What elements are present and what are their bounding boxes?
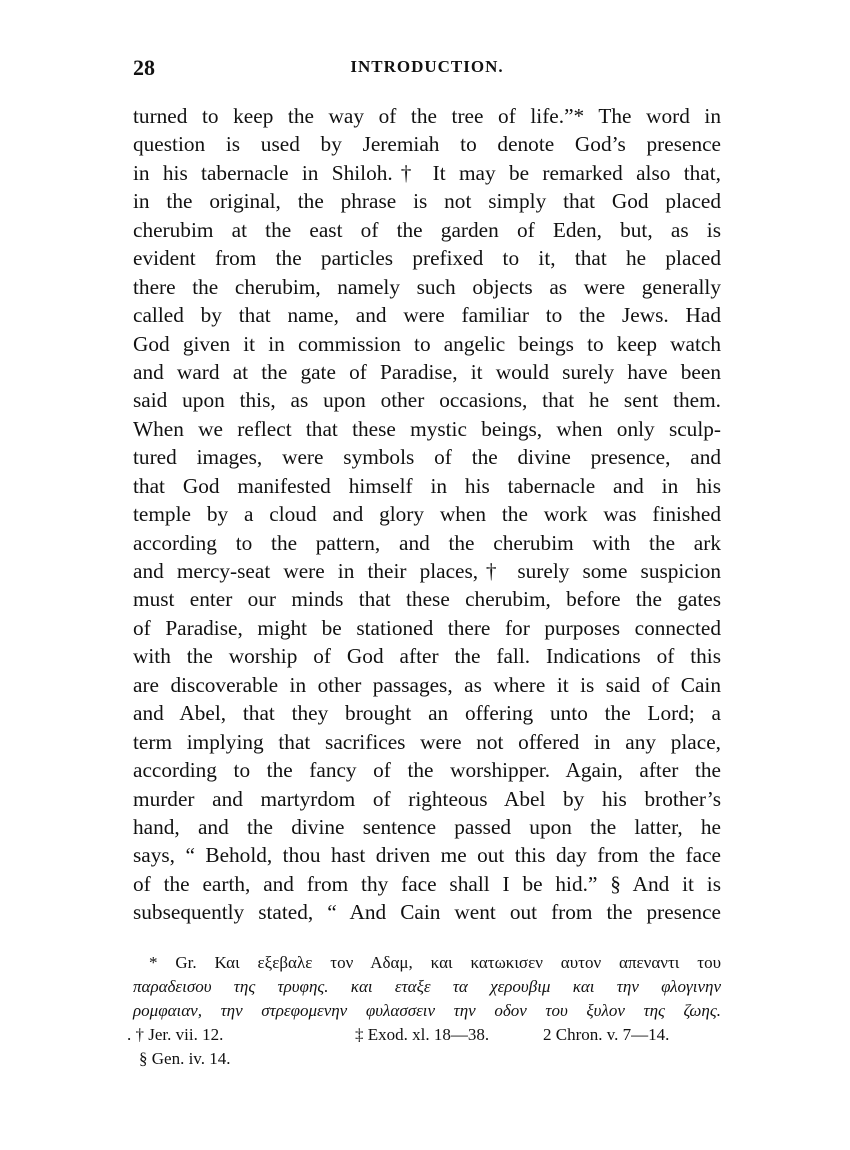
- text-line: temple by a cloud and glory when the work was finished: [133, 502, 721, 527]
- text-line: and ward at the gate of Paradise, it would surely have been: [133, 359, 721, 384]
- text-line: said upon this, as upon other occasions, that he sent them.: [133, 388, 721, 413]
- footnote-greek-line: παραδεισου της τρυφης. και εταξε τα χερουβιμ και την φλογινην: [133, 977, 721, 996]
- footnote-jer: . † Jer. vii. 12.: [127, 1025, 224, 1044]
- page-header: [133, 55, 721, 85]
- text-line: turned to keep the way of the tree of life.”* The word in: [133, 104, 721, 128]
- footnote-exod: ‡ Exod. xl. 18—38.: [355, 1025, 490, 1044]
- text-line: must enter our minds that these cherubim, before the gates: [133, 587, 721, 612]
- text-line: with the worship of God after the fall. Indications of this: [133, 644, 721, 669]
- text-line: cherubim at the east of the garden of Eden, but, as is: [133, 217, 721, 242]
- footnote-references-2: [133, 1047, 721, 1071]
- text-line: tured images, were symbols of the divine presence, and: [133, 445, 721, 470]
- text-line: of the earth, and from thy face shall I be hid.” § And it is: [133, 871, 721, 896]
- running-head: INTRODUCTION.: [350, 57, 504, 76]
- footnote-gen: § Gen. iv. 14.: [139, 1049, 231, 1068]
- footnote-greek-line: ρομφαιαν, την στρεφομενην φυλασσειν την οδον του ξυλον της ζωης.: [133, 1001, 721, 1020]
- text-line: in the original, the phrase is not simply that God placed: [133, 189, 721, 214]
- text-line: says, “ Behold, thou hast driven me out this day from the face: [133, 843, 721, 868]
- footnote-chron: 2 Chron. v. 7—14.: [543, 1025, 670, 1044]
- text-line: there the cherubim, namely such objects as were generally: [133, 274, 721, 299]
- text-line: according to the fancy of the worshipper. Again, after the: [133, 758, 721, 783]
- text-line: term implying that sacrifices were not offered in any place,: [133, 729, 721, 754]
- text-line: murder and martyrdom of righteous Abel by his brother’s: [133, 786, 721, 811]
- text-line: God given it in commission to angelic beings to keep watch: [133, 331, 721, 356]
- text-line: When we reflect that these mystic beings, when only sculp-: [133, 416, 721, 441]
- text-line: that God manifested himself in his tabernacle and in his: [133, 473, 721, 498]
- text-line: are discoverable in other passages, as where it is said of Cain: [133, 672, 721, 697]
- text-line: evident from the particles prefixed to it, that he placed: [133, 246, 721, 271]
- page-number: 28: [133, 55, 155, 80]
- text-line: in his tabernacle in Shiloh.† It may be remarked also that,: [133, 160, 721, 185]
- footnotes: [127, 951, 721, 1071]
- text-line: according to the pattern, and the cherubim with the ark: [133, 530, 721, 555]
- text-line: and Abel, that they brought an offering unto the Lord; a: [133, 701, 721, 726]
- footnote-references: [127, 1023, 721, 1047]
- text-line: hand, and the divine sentence passed upon the latter, he: [133, 814, 721, 839]
- text-line: subsequently stated, “ And Cain went out from the presence: [133, 900, 721, 925]
- text-line: and mercy-seat were in their places,† surely some suspicion: [133, 559, 721, 583]
- text-line: of Paradise, might be stationed there for purposes connected: [133, 615, 721, 640]
- footnote-greek-line: * Gr. Και εξεβαλε τον Αδαμ, και κατωκισεν αυτον απεναντι του: [149, 953, 721, 972]
- body-text: [133, 102, 721, 927]
- text-line: question is used by Jeremiah to denote God’s presence: [133, 132, 721, 157]
- text-line: called by that name, and were familiar to the Jews. Had: [133, 303, 721, 328]
